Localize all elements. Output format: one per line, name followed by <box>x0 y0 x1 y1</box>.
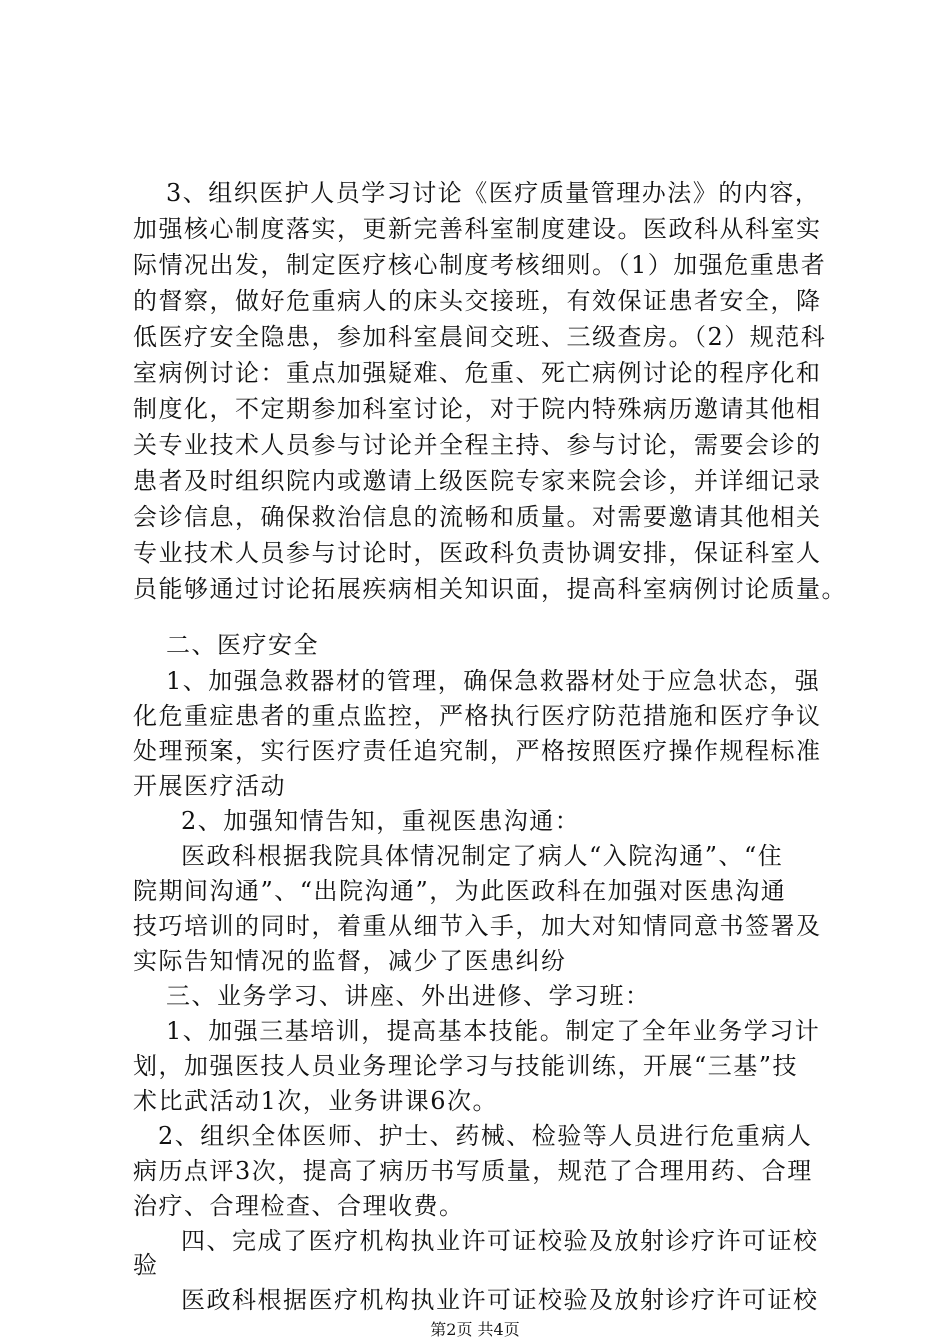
text-line: 室病例讨论：重点加强疑难、危重、死亡病例讨论的程序化和 <box>133 359 822 387</box>
text-line: 专业技术人员参与讨论时，医政科负责协调安排，保证科室人 <box>133 539 822 567</box>
text-line: 实际告知情况的监督，减少了医患纠纷 <box>133 947 567 975</box>
text-line: 会诊信息，确保救治信息的流畅和质量。对需要邀请其他相关 <box>133 503 822 531</box>
text-line: 的督察，做好危重病人的床头交接班，有效保证患者安全，降 <box>133 287 822 315</box>
text-line: 术比武活动1次，业务讲课6次。 <box>133 1087 499 1115</box>
section-heading-medical-safety: 二、医疗安全 <box>166 631 319 659</box>
text-line: 四、完成了医疗机构执业许可证校验及放射诊疗许可证校 <box>181 1227 819 1255</box>
text-line: 病历点评3次，提高了病历书写质量，规范了合理用药、合理 <box>133 1157 813 1185</box>
text-line: 划，加强医技人员业务理论学习与技能训练，开展“三基”技 <box>133 1052 799 1080</box>
text-line: 医政科根据我院具体情况制定了病人“入院沟通”、“住 <box>181 842 784 870</box>
text-line: 1、加强三基培训，提高基本技能。制定了全年业务学习计 <box>166 1017 821 1045</box>
text-line: 3、组织医护人员学习讨论《医疗质量管理办法》的内容， <box>166 179 821 207</box>
text-line: 化危重症患者的重点监控，严格执行医疗防范措施和医疗争议 <box>133 702 822 730</box>
text-line: 2、组织全体医师、护士、药械、检验等人员进行危重病人 <box>158 1122 813 1150</box>
text-line: 关专业技术人员参与讨论并全程主持、参与讨论，需要会诊的 <box>133 431 822 459</box>
text-line: 院期间沟通”、“出院沟通”，为此医政科在加强对医患沟通 <box>133 877 787 905</box>
section-heading-training: 三、业务学习、讲座、外出进修、学习班： <box>166 982 651 1010</box>
text-line: 制度化，不定期参加科室讨论，对于院内特殊病历邀请其他相 <box>133 395 822 423</box>
text-line: 处理预案，实行医疗责任追究制，严格按照医疗操作规程标准 <box>133 737 822 765</box>
text-line: 1、加强急救器材的管理，确保急救器材处于应急状态，强 <box>166 667 821 695</box>
page-footer: 第2页 共4页 <box>430 1320 520 1339</box>
text-line: 开展医疗活动 <box>133 772 286 800</box>
text-line: 低医疗安全隐患，参加科室晨间交班、三级查房。（2）规范科 <box>133 323 827 351</box>
text-line: 治疗、合理检查、合理收费。 <box>133 1192 465 1220</box>
text-line: 医政科根据医疗机构执业许可证校验及放射诊疗许可证校 <box>181 1286 819 1314</box>
text-line: 员能够通过讨论拓展疾病相关知识面，提高科室病例讨论质量。 <box>133 575 847 603</box>
text-line: 技巧培训的同时，着重从细节入手，加大对知情同意书签署及 <box>133 912 822 940</box>
text-line: 际情况出发，制定医疗核心制度考核细则。（1）加强危重患者 <box>133 251 827 279</box>
item-informed-consent: 2、加强知情告知，重视医患沟通： <box>181 807 581 835</box>
text-line: 患者及时组织院内或邀请上级医院专家来院会诊，并详细记录 <box>133 467 822 495</box>
text-line: 加强核心制度落实，更新完善科室制度建设。医政科从科室实 <box>133 215 822 243</box>
text-line: 验 <box>133 1251 159 1279</box>
